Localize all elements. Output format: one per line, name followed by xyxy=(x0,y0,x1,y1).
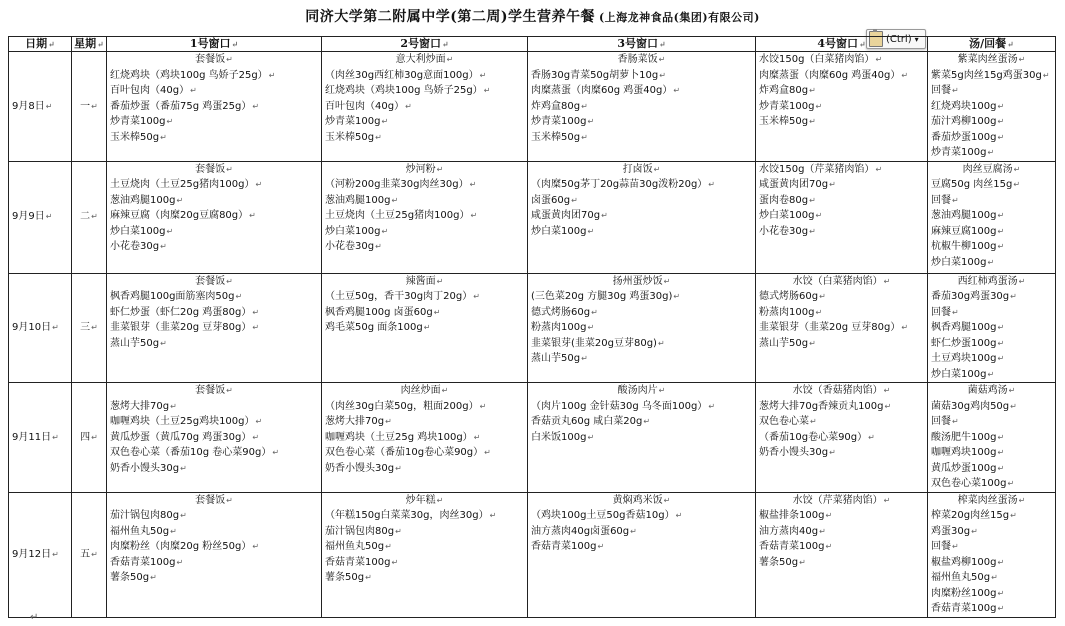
dish-line: 虾仁炒蛋（虾仁20g 鸡蛋80g） ↵ xyxy=(110,305,318,321)
window-1-cell xyxy=(107,161,322,273)
soup-cell xyxy=(928,492,1056,617)
dish-line: 炒青菜100g ↵ xyxy=(325,114,524,130)
dish-line: 薯条50g ↵ xyxy=(325,570,524,586)
window-1-cell xyxy=(107,383,322,493)
chevron-down-icon: ▾ xyxy=(914,34,919,44)
dish-line: 香菇青菜100g ↵ xyxy=(931,601,1052,617)
dish-line: 韭菜银芽（韭菜20g 豆芽80g） ↵ xyxy=(110,320,318,336)
dish-title: 水饺（香菇猪肉馅） ↵ xyxy=(759,383,924,399)
window-3-cell xyxy=(528,383,756,493)
dish-line: 紫菜5g肉丝15g鸡蛋30g ↵ xyxy=(931,68,1052,84)
dish-line: 香肠30g青菜50g胡萝卜10g ↵ xyxy=(531,68,752,84)
dish-line: 玉米棒50g ↵ xyxy=(110,130,318,146)
header-window-1: 1号窗口 ↵ xyxy=(107,37,322,52)
dish-line: 粉蒸肉100g ↵ xyxy=(759,305,924,321)
weekday-cell: 二 ↵ xyxy=(72,161,107,273)
date-cell: 9月10日 ↵ xyxy=(9,273,72,383)
window-4-cell xyxy=(756,492,928,617)
dish-line: 薯条50g ↵ xyxy=(759,555,924,571)
dish-line: 鸡蛋30g ↵ xyxy=(931,524,1052,540)
dish-line: 玉米棒50g ↵ xyxy=(759,114,924,130)
dish-line: （土豆50g，香干30g肉丁20g） ↵ xyxy=(325,289,524,305)
dish-line: 杭椒牛柳100g ↵ xyxy=(931,239,1052,255)
dish-line: 炒白菜100g ↵ xyxy=(110,224,318,240)
dish-title: 套餐饭 ↵ xyxy=(110,493,318,509)
dish-line: 韭菜银芽（韭菜20g 豆芽80g） ↵ xyxy=(759,320,924,336)
dish-line: （年糕150g白菜菜30g，肉丝30g） ↵ xyxy=(325,508,524,524)
dish-line: 福州鱼丸50g ↵ xyxy=(110,524,318,540)
dish-line: 奶香小馒头30g ↵ xyxy=(325,461,524,477)
dish-line: 茄汁锅包肉80g ↵ xyxy=(110,508,318,524)
date-cell: 9月8日 ↵ xyxy=(9,52,72,162)
dish-line: 虾仁炒蛋100g ↵ xyxy=(931,336,1052,352)
dish-line: 炒青菜100g ↵ xyxy=(931,145,1052,161)
dish-line: 回餐 ↵ xyxy=(931,305,1052,321)
dish-line: 玉米棒50g ↵ xyxy=(325,130,524,146)
dish-title: 肉丝炒面 ↵ xyxy=(325,383,524,399)
menu-table xyxy=(8,33,1056,618)
dish-title: 套餐饭 ↵ xyxy=(110,52,318,68)
dish-line: 炒青菜100g ↵ xyxy=(759,99,924,115)
dish-line: 香菇青菜100g ↵ xyxy=(759,539,924,555)
dish-line: 肉糜蒸蛋（肉糜60g 鸡蛋40g） ↵ xyxy=(759,68,924,84)
dish-line: （肉糜50g茅丁20g蒜苗30g泼粉20g） ↵ xyxy=(531,177,752,193)
dish-line: 香菇青菜100g ↵ xyxy=(531,539,752,555)
dish-line: 鸡毛菜50g 面条100g ↵ xyxy=(325,320,524,336)
page-title xyxy=(0,6,1065,26)
dish-line: 香菇青菜100g ↵ xyxy=(325,555,524,571)
window-1-cell xyxy=(107,52,322,162)
dish-line: 酸汤肥牛100g ↵ xyxy=(931,430,1052,446)
dish-line: 椒盐鸡柳100g ↵ xyxy=(931,555,1052,571)
dish-line: 奶香小馒头30g ↵ xyxy=(110,461,318,477)
dish-line: 咸蛋黄肉团70g ↵ xyxy=(759,177,924,193)
title-text: 同济大学第二附属中学(第二周)学生营养午餐 xyxy=(305,9,595,25)
dish-line: 咖喱鸡块100g ↵ xyxy=(931,445,1052,461)
dish-line: 小花卷30g ↵ xyxy=(110,239,318,255)
dish-title: 套餐饭 ↵ xyxy=(110,162,318,178)
dish-line: 炸鸡盒80g ↵ xyxy=(759,83,924,99)
dish-line: 香菇贡丸60g 咸白菜20g ↵ xyxy=(531,414,752,430)
dish-line: 德式烤肠60g ↵ xyxy=(759,289,924,305)
dish-title: 打卤饭 ↵ xyxy=(531,162,752,178)
dish-line: （肉丝30g西红柿30g意面100g） ↵ xyxy=(325,68,524,84)
dish-title: 意大利炒面 ↵ xyxy=(325,52,524,68)
table-row xyxy=(9,492,1056,617)
dish-line: 麻辣豆腐100g ↵ xyxy=(931,224,1052,240)
dish-line: （鸡块100g土豆50g香菇10g） ↵ xyxy=(531,508,752,524)
dish-line: 薯条50g ↵ xyxy=(110,570,318,586)
dish-line: （番茄10g卷心菜90g） ↵ xyxy=(759,430,924,446)
dish-line: 回餐 ↵ xyxy=(931,539,1052,555)
weekday-cell: 四 ↵ xyxy=(72,383,107,493)
dish-title: 肉丝豆腐汤 ↵ xyxy=(931,162,1052,178)
dish-line: 红烧鸡块100g ↵ xyxy=(931,99,1052,115)
dish-line: 炒白菜100g ↵ xyxy=(325,224,524,240)
header-weekday: 星期 ↵ xyxy=(72,37,107,52)
dish-line: 豆腐50g 肉丝15g ↵ xyxy=(931,177,1052,193)
dish-title: 西红柿鸡蛋汤 ↵ xyxy=(931,274,1052,290)
dish-line: 咸蛋黄肉团70g ↵ xyxy=(531,208,752,224)
dish-line: 蒸山芋50g ↵ xyxy=(531,351,752,367)
dish-title: 炒河粉 ↵ xyxy=(325,162,524,178)
dish-line: 番茄炒蛋100g ↵ xyxy=(931,130,1052,146)
dish-line: 油方蒸肉40g卤蛋60g ↵ xyxy=(531,524,752,540)
dish-line: 百叶包肉（40g） ↵ xyxy=(325,99,524,115)
dish-line: 葱烤大排70g ↵ xyxy=(325,414,524,430)
header-window-3: 3号窗口 ↵ xyxy=(528,37,756,52)
dish-line: 枫香鸡腿100g 卤蛋60g ↵ xyxy=(325,305,524,321)
paste-options-label: (Ctrl) xyxy=(886,33,912,45)
dish-line: 葱烤大排70g香辣贡丸100g ↵ xyxy=(759,399,924,415)
dish-line: 土豆鸡块100g ↵ xyxy=(931,351,1052,367)
dish-title: 香肠菜饭 ↵ xyxy=(531,52,752,68)
dish-line: 百叶包肉（40g） ↵ xyxy=(110,83,318,99)
dish-line: 奶香小馒头30g ↵ xyxy=(759,445,924,461)
table-row xyxy=(9,273,1056,383)
dish-line: 炒白菜100g ↵ xyxy=(759,208,924,224)
dish-line: （河粉200g韭菜30g肉丝30g） ↵ xyxy=(325,177,524,193)
dish-line: 榨菜20g肉丝15g ↵ xyxy=(931,508,1052,524)
dish-line: 蒸山芋50g ↵ xyxy=(110,336,318,352)
dish-line: 炒白菜100g ↵ xyxy=(931,255,1052,271)
dish-line: 土豆烧肉（土豆25g猪肉100g） ↵ xyxy=(110,177,318,193)
dish-title: 紫菜肉丝蛋汤 ↵ xyxy=(931,52,1052,68)
dish-line: 白米饭100g ↵ xyxy=(531,430,752,446)
dish-line: 葱油鸡腿100g ↵ xyxy=(325,193,524,209)
dish-line: 小花卷30g ↵ xyxy=(759,224,924,240)
dish-line: 土豆烧肉（土豆25g猪肉100g） ↵ xyxy=(325,208,524,224)
dish-title: 炒年糕 ↵ xyxy=(325,493,524,509)
window-1-cell xyxy=(107,273,322,383)
dish-line: 回餐 ↵ xyxy=(931,193,1052,209)
dish-line: 番茄30g鸡蛋30g ↵ xyxy=(931,289,1052,305)
dish-line: 回餐 ↵ xyxy=(931,83,1052,99)
header-soup: 汤/回餐 ↵ xyxy=(928,37,1056,52)
dish-line: 蒸山芋50g ↵ xyxy=(759,336,924,352)
dish-line: 菌菇30g鸡肉50g ↵ xyxy=(931,399,1052,415)
dish-line: 水饺150g（芹菜猪肉馅） ↵ xyxy=(759,162,924,178)
dish-line: 枫香鸡腿100g ↵ xyxy=(931,320,1052,336)
window-4-cell xyxy=(756,52,928,162)
dish-line: 葱油鸡腿100g ↵ xyxy=(110,193,318,209)
weekday-cell: 五 ↵ xyxy=(72,492,107,617)
dish-line: 葱油鸡腿100g ↵ xyxy=(931,208,1052,224)
paragraph-mark: ↵ xyxy=(30,612,39,623)
table-row xyxy=(9,383,1056,493)
dish-line: 枫香鸡腿100g面筋塞肉50g ↵ xyxy=(110,289,318,305)
dish-title: 水饺（白菜猪肉馅） ↵ xyxy=(759,274,924,290)
dish-line: 双色卷心菜（番茄10g 卷心菜90g） ↵ xyxy=(110,445,318,461)
dish-title: 菌菇鸡汤 ↵ xyxy=(931,383,1052,399)
dish-line: 玉米棒50g ↵ xyxy=(531,130,752,146)
dish-line: 肉糜粉丝（肉糜20g 粉丝50g） ↵ xyxy=(110,539,318,555)
dish-title: 酸汤肉片 ↵ xyxy=(531,383,752,399)
dish-line: 炒白菜100g ↵ xyxy=(931,367,1052,383)
dish-title: 扬州蛋炒饭 ↵ xyxy=(531,274,752,290)
dish-title: 黄焖鸡米饭 ↵ xyxy=(531,493,752,509)
dish-line: 蛋肉卷80g ↵ xyxy=(759,193,924,209)
dish-line: 香菇青菜100g ↵ xyxy=(110,555,318,571)
window-2-cell xyxy=(322,492,528,617)
dish-line: 黄瓜炒蛋（黄瓜70g 鸡蛋30g） ↵ xyxy=(110,430,318,446)
dish-line: 福州鱼丸50g ↵ xyxy=(931,570,1052,586)
dish-line: 红烧鸡块（鸡块100g 鸟娇子25g） ↵ xyxy=(325,83,524,99)
table-row xyxy=(9,52,1056,162)
header-date: 日期 ↵ xyxy=(9,37,72,52)
header-window-2: 2号窗口 ↵ xyxy=(322,37,528,52)
dish-line: 黄瓜炒蛋100g ↵ xyxy=(931,461,1052,477)
date-cell: 9月11日 ↵ xyxy=(9,383,72,493)
dish-line: 番茄炒蛋（番茄75g 鸡蛋25g） ↵ xyxy=(110,99,318,115)
dish-line: 葱烤大排70g ↵ xyxy=(110,399,318,415)
weekday-cell: 三 ↵ xyxy=(72,273,107,383)
dish-title: 辣酱面 ↵ xyxy=(325,274,524,290)
window-3-cell xyxy=(528,492,756,617)
soup-cell xyxy=(928,52,1056,162)
dish-line: 炸鸡盒80g ↵ xyxy=(531,99,752,115)
dish-line: 粉蒸肉100g ↵ xyxy=(531,320,752,336)
window-2-cell xyxy=(322,52,528,162)
dish-line: 水饺150g（白菜猪肉馅） ↵ xyxy=(759,52,924,68)
dish-line: 椒盐排条100g ↵ xyxy=(759,508,924,524)
dish-line: 麻辣豆腐（肉糜20g豆腐80g） ↵ xyxy=(110,208,318,224)
dish-line: 肉糜粉丝100g ↵ xyxy=(931,586,1052,602)
window-3-cell xyxy=(528,52,756,162)
dish-line: 肉糜蒸蛋（肉糜60g 鸡蛋40g） ↵ xyxy=(531,83,752,99)
dish-line: 咖喱鸡块（土豆25g 鸡块100g） ↵ xyxy=(325,430,524,446)
table-row xyxy=(9,161,1056,273)
dish-line: （肉丝30g白菜50g，粗面200g） ↵ xyxy=(325,399,524,415)
dish-line: 双色卷心菜100g ↵ xyxy=(931,476,1052,492)
window-3-cell xyxy=(528,161,756,273)
header-window-4: 4号窗口 ↵ xyxy=(756,37,928,52)
window-4-cell xyxy=(756,273,928,383)
dish-line: 炒白菜100g ↵ xyxy=(531,224,752,240)
window-2-cell xyxy=(322,161,528,273)
company-name: (上海龙神食品(集团)有限公司) xyxy=(598,11,760,24)
dish-title: 套餐饭 ↵ xyxy=(110,383,318,399)
dish-line: 双色卷心菜（番茄10g卷心菜90g） ↵ xyxy=(325,445,524,461)
window-4-cell xyxy=(756,161,928,273)
header-row xyxy=(9,37,1056,52)
dish-line: 茄汁鸡柳100g ↵ xyxy=(931,114,1052,130)
dish-title: 套餐饭 ↵ xyxy=(110,274,318,290)
date-cell: 9月9日 ↵ xyxy=(9,161,72,273)
dish-line: 红烧鸡块（鸡块100g 鸟娇子25g） ↵ xyxy=(110,68,318,84)
dish-line: 福州鱼丸50g ↵ xyxy=(325,539,524,555)
window-4-cell xyxy=(756,383,928,493)
dish-line: 油方蒸肉40g ↵ xyxy=(759,524,924,540)
soup-cell xyxy=(928,383,1056,493)
weekday-cell: 一 ↵ xyxy=(72,52,107,162)
dish-line: 小花卷30g ↵ xyxy=(325,239,524,255)
dish-line: 德式烤肠60g ↵ xyxy=(531,305,752,321)
dish-line: 回餐 ↵ xyxy=(931,414,1052,430)
window-2-cell xyxy=(322,273,528,383)
dish-line: 韭菜银芽(韭菜20g豆芽80g) ↵ xyxy=(531,336,752,352)
dish-line: （肉片100g 金针菇30g 乌冬面100g） ↵ xyxy=(531,399,752,415)
dish-line: (三色菜20g 方腿30g 鸡蛋30g) ↵ xyxy=(531,289,752,305)
date-cell: 9月12日 ↵ xyxy=(9,492,72,617)
dish-title: 水饺（芹菜猪肉馅） ↵ xyxy=(759,493,924,509)
dish-line: 双色卷心菜 ↵ xyxy=(759,414,924,430)
dish-title: 榨菜肉丝蛋汤 ↵ xyxy=(931,493,1052,509)
soup-cell xyxy=(928,273,1056,383)
soup-cell xyxy=(928,161,1056,273)
window-3-cell xyxy=(528,273,756,383)
dish-line: 咖喱鸡块（土豆25g鸡块100g） ↵ xyxy=(110,414,318,430)
dish-line: 炒青菜100g ↵ xyxy=(531,114,752,130)
dish-line: 卤蛋60g ↵ xyxy=(531,193,752,209)
dish-line: 炒青菜100g ↵ xyxy=(110,114,318,130)
window-2-cell xyxy=(322,383,528,493)
dish-line: 茄汁锅包肉80g ↵ xyxy=(325,524,524,540)
window-1-cell xyxy=(107,492,322,617)
